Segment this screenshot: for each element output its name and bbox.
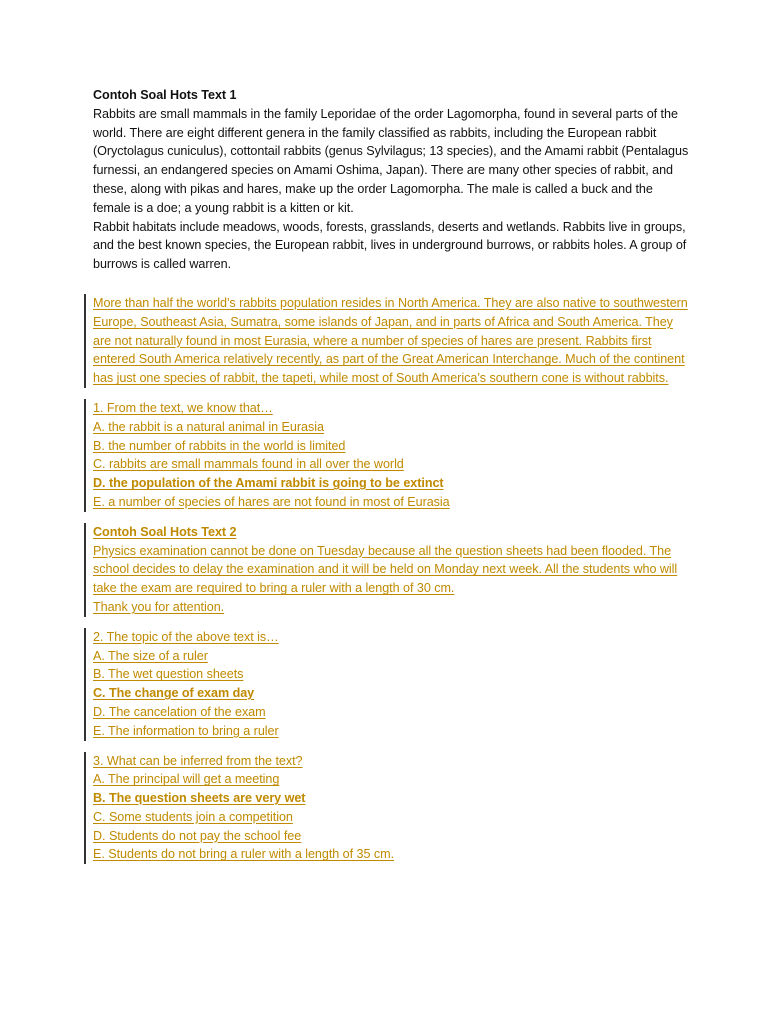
question2-option-d: D. The cancelation of the exam (93, 704, 266, 719)
text1-section (93, 86, 693, 274)
question3-option-b-answer: B. The question sheets are very wet (93, 791, 306, 806)
text1-title: Contoh Soal Hots Text 1 (93, 88, 237, 102)
question2-option-c-answer: C. The change of exam day (93, 686, 255, 701)
question2-option-e: E. The information to bring a ruler (93, 723, 279, 738)
question2-option-a: A. The size of a ruler (93, 648, 208, 663)
question2-block (93, 628, 693, 741)
text1-paragraph: Rabbits are small mammals in the family Leporidae of the order Lagomorpha, found in several parts of the world. There are eight different genera in the family classified as rabbits, including the European rabbit (Oryctolagus cuniculus), cottontail rabbits (genus Sylvilagus; 13 species), and the Amami rabbit (Pentalagus furnessi, an endangered species on Amami Oshima, Japan). There are many other species of rabbit, and these, along with pikas and hares, make up the order Lagomorpha. The male is called a buck and the female is a doe; a young rabbit is a kitten or kit. (93, 106, 689, 215)
document-body (93, 86, 693, 875)
question1-option-d-answer: D. the population of the Amami rabbit is going to be extinct (93, 476, 444, 491)
question3-option-d: D. Students do not pay the school fee (93, 828, 302, 843)
question1-option-e: E. a number of species of hares are not found in most of Eurasia (93, 494, 450, 509)
question1-option-a: A. the rabbit is a natural animal in Eurasia (93, 419, 324, 434)
text2-closing: Thank you for attention. (93, 599, 225, 614)
question3-prompt: 3. What can be inferred from the text? (93, 753, 303, 768)
text2-title: Contoh Soal Hots Text 2 (93, 524, 237, 539)
text2-section (93, 523, 693, 617)
question1-option-c: C. rabbits are small mammals found in all over the world (93, 457, 404, 472)
question1-prompt: 1. From the text, we know that… (93, 400, 273, 415)
question2-option-b: B. The wet question sheets (93, 667, 244, 682)
text1-paragraph-3 (93, 294, 693, 388)
question3-option-c: C. Some students join a competition (93, 809, 293, 824)
text1-paragraph-3-text: More than half the world’s rabbits population resides in North America. They are also native to southwestern Europe, Southeast Asia, Sumatra, some islands of Japan, and in parts of Africa and South America. They are not naturally found in most Eurasia, where a number of species of hares are present. Rabbits first entered South America relatively recently, as part of the Great American Interchange. Much of the continent has just one species of rabbit, the tapeti, while most of South America’s southern cone is without rabbits. (93, 295, 688, 386)
question3-option-e: E. Students do not bring a ruler with a length of 35 cm. (93, 847, 395, 862)
text2-paragraph: Physics examination cannot be done on Tuesday because all the question sheets had been flooded. The school decides to delay the examination and it will be held on Monday next week. All the students who will take the exam are required to bring a ruler with a length of 30 cm. (93, 543, 678, 596)
question1-option-b: B. the number of rabbits in the world is limited (93, 438, 346, 453)
question3-option-a: A. The principal will get a meeting (93, 772, 280, 787)
text1-paragraph-2: Rabbit habitats include meadows, woods, forests, grasslands, deserts and wetlands. Rabbits live in groups, and the best known species, the European rabbit, lives in underground burrows, or rabbits holes. A group of burrows is called warren. (93, 219, 687, 272)
question1-block (93, 399, 693, 512)
question3-block (93, 752, 693, 865)
question2-prompt: 2. The topic of the above text is… (93, 629, 279, 644)
